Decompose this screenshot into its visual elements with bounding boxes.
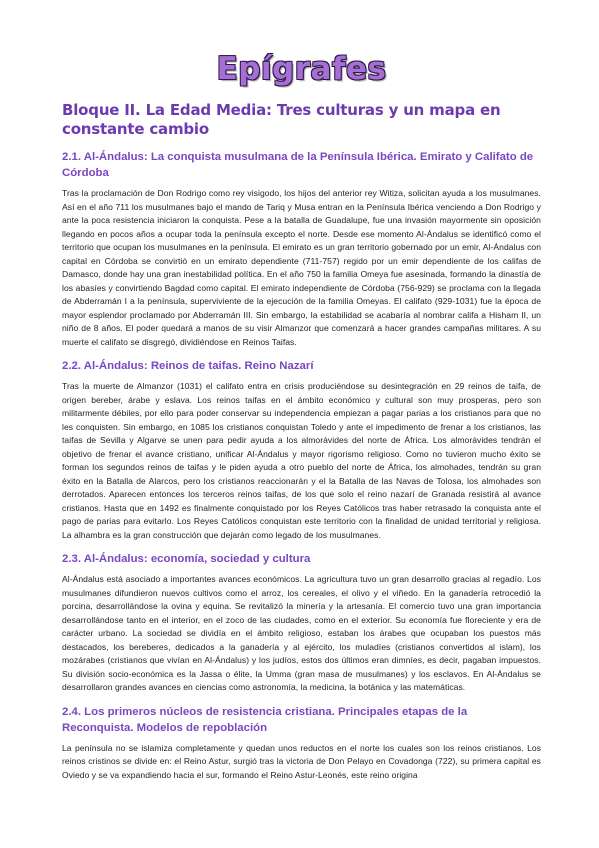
section-body: Tras la muerte de Almanzor (1031) el califato entra en crisis produciéndose su desintegración en 29 reinos de taifa, de origen bereber, árabe y eslava. Los reinos taifas en el ámbito económico y cultural son muy prosperas, pero son militarmente débiles, por ello para poder conservar su independencia empiezan a pagar parias a los cristianos para que no les conquisten. Sin embargo, en 1085 los cristianos conquistan Toledo y ante el impedimento de frenar a los cristianos, las taifas de Sevilla y Algarve se unen para pedir ayuda a los almorávides del norte de África. Los almorávides tendrán el objetivo de frenar el avance cristiano, unificar Al-Ándalus y mayor rigorismo religioso. Como no tuvieron mucho éxito se forman los segundos reinos de taifas y le piden ayuda a otro pueblo del norte de África, los almohades, tendrán su gran éxito en la Batalla de Alarcos, pero los cristianos reaccionarán y el la Batalla de las Navas de Tolosa, los almohades son derrotados. Aparecen entonces los terceros reinos taifas, de los que solo el reino nazarí de Granada resistirá al avance cristianos. Hasta que en 1492 es finalmente conquistado por los Reyes Católicos tras haber retrasado la conquista ante el pago de parias para evitarlo. Los Reyes Católicos conquistan este territorio con la finalidad de unidad territorial y religiosa. La alhambra es la gran construcción que dejarán como legado de los musulmanes. — [62, 381, 541, 540]
section-2-4 — [62, 704, 541, 783]
section-heading: 2.4. Los primeros núcleos de resistencia cristiana. Principales etapas de la Reconquista. Modelos de repoblación — [62, 705, 468, 734]
block-title: Bloque II. La Edad Media: Tres culturas y un mapa en constante cambio — [62, 101, 501, 138]
section-body: Al-Ándalus está asociado a importantes avances económicos. La agricultura tuvo un gran desarrollo gracias al regadío. Los musulmanes difundieron nuevos cultivos como el arroz, los cereales, el olivo y el viñedo. En la ganadería retrocedió la porcina, desarrollándose la ovina y equina. Se revitalizó la minería y la artesanía. El comercio tuvo una gran importancia desarrollándose tanto en el interior, en el zoco de las ciudades, como en el exterior. Su economía fue floreciente y era de carácter urbano. La sociedad se dividía en el ámbito religioso, estaban los árabes que ocupaban los puestos más destacados, los bereberes, dedicados a la ganadería y al ejército, los muladíes (cristianos convertidos al islam), los mozárabes (cristianos que vivían en Al-Ándalus) y los judíos, estos dos últimos eran dimníes, es decir, pagaban impuestos. Su división socio-económica es la Jassa o élite, la Umma (gran masa de musulmanes) y los esclavos. En Al-Ándalus se desarrollaron grandes avances en ciencias como astronomía, la medicina, la botánica y las matemáticas. — [62, 574, 541, 692]
section-heading: 2.1. Al-Ándalus: La conquista musulmana de la Península Ibérica. Emirato y Califato de Córdoba — [62, 151, 534, 179]
section-heading: 2.2. Al-Ándalus: Reinos de taifas. Reino Nazarí — [62, 360, 314, 372]
section-2-1 — [62, 149, 541, 349]
section-2-2 — [62, 358, 541, 542]
section-body: La península no se islamiza completamente y quedan unos reductos en el norte los cuales son los reinos cristianos. Los reinos cristinos se divide en: el Reino Astur, surgió tras la victoria de Don Pelayo en Covadonga (722), su primera capital es Oviedo y se va expandiendo hacia el sur, formando el Reino Astur-Leonés, este reino origina — [62, 742, 541, 780]
section-heading: 2.3. Al-Ándalus: economía, sociedad y cultura — [62, 553, 311, 565]
document-title: Epígrafes — [216, 51, 387, 87]
section-2-3 — [62, 551, 541, 695]
section-body: Tras la proclamación de Don Rodrigo como rey visigodo, los hijos del anterior rey Witiza, solicitan ayuda a los musulmanes. Así en el año 711 los musulmanes bajo el mando de Tariq y Musa entran en la Península Ibérica venciendo a Don Rodrigo y ante la poca resistencia iniciaron la conquista. Pese a la batalla de Guadalupe, fue una invasión mayormente sin oposición llegando en pocos años a ocupar toda la península excepto el norte. Desde ese momento Al-Ándalus se identificó como el territorio que ocupan los musulmanes en la península. El emirato es un gran territorio gobernado por un emir, Al-Ándalus con capital en Córdoba se convirtió en un emirato dependiente (711-757) regido por un emir dependiente de los califas de Damasco, donde hay una gran inestabilidad política. En el año 750 la familia Omeya fue asesinada, formando la dinastía de los abasíes y convirtiendo Bagdad como capital. El emirato independiente de Córdoba (756-929) se proclama con la llegada de Abderramán I a la península, superviviente de la ejecución de la familia Omeyas. El califato (929-1031) fue la época de mayor esplendor proclamado por Abderramán III. Sin embargo, la estabilidad se acabaría al nombrar califa a Hisham II, un niño de 8 años. El poder quedará a manos de su visir Almanzor que comenzará a hacer grandes campañas militares. A su muerte el califato se disgregó, dividiéndose en Reinos Taifas. — [62, 188, 541, 347]
